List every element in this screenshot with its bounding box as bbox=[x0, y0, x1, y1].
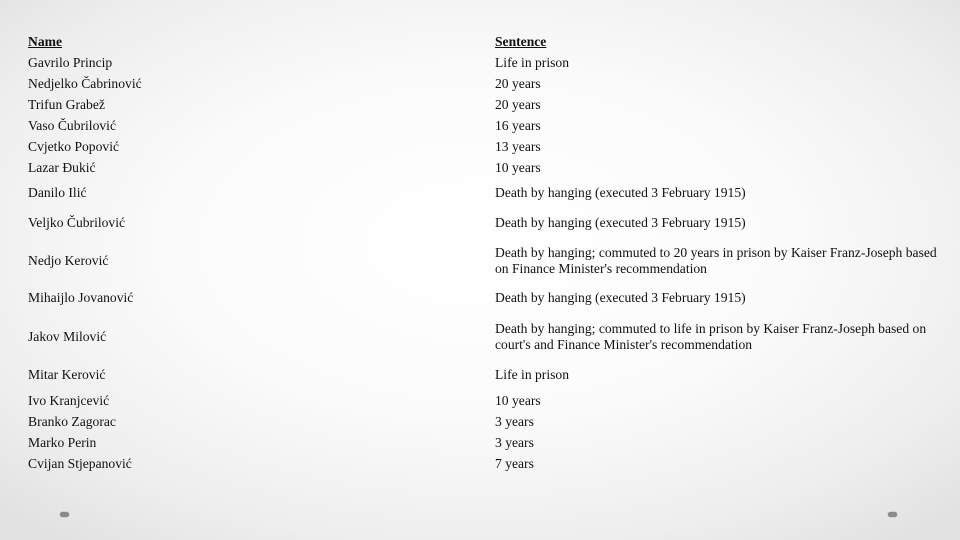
name-cell: Cvijan Stjepanović bbox=[28, 455, 132, 471]
table-row bbox=[28, 313, 953, 360]
sentence-cell: Death by hanging; commuted to 20 years in prison by Kaiser Franz-Joseph based on Finance Minister's recommendation bbox=[495, 244, 937, 276]
name-cell: Danilo Ilić bbox=[28, 185, 87, 200]
sentence-cell: Death by hanging (executed 3 February 1915) bbox=[495, 290, 746, 305]
name-cell: Ivo Kranjcević bbox=[28, 392, 110, 408]
name-cell: Nedjelko Čabrinović bbox=[28, 75, 142, 91]
sentence-cell: Death by hanging; commuted to life in prison by Kaiser Franz-Joseph based on court's and Finance Minister's recommendation bbox=[495, 320, 927, 352]
table-row bbox=[28, 115, 953, 136]
sentence-cell: 7 years bbox=[495, 455, 534, 471]
name-cell: Lazar Đukić bbox=[28, 159, 96, 175]
sentence-cell: Death by hanging (executed 3 February 1915) bbox=[495, 215, 746, 230]
table-row bbox=[28, 178, 953, 208]
sentence-cell: Life in prison bbox=[495, 54, 569, 70]
name-cell: Gavrilo Princip bbox=[28, 54, 113, 70]
sentence-cell: 13 years bbox=[495, 138, 541, 154]
sentence-table bbox=[28, 31, 953, 474]
table-row bbox=[28, 390, 953, 411]
right-decorative-dot bbox=[888, 512, 897, 517]
sentence-cell: 10 years bbox=[495, 159, 541, 175]
table-row bbox=[28, 94, 953, 115]
name-cell: Cvjetko Popović bbox=[28, 138, 120, 154]
sentence-cell: 3 years bbox=[495, 413, 534, 429]
name-cell: Mihaijlo Jovanović bbox=[28, 290, 134, 305]
name-cell: Branko Zagorac bbox=[28, 413, 116, 429]
table-row bbox=[28, 283, 953, 313]
table-row bbox=[28, 238, 953, 283]
table-row bbox=[28, 157, 953, 178]
name-cell: Marko Perin bbox=[28, 434, 97, 450]
sentence-column-header: Sentence bbox=[495, 33, 547, 49]
name-cell: Nedjo Kerović bbox=[28, 252, 109, 268]
name-cell: Trifun Grabež bbox=[28, 96, 105, 112]
table-row bbox=[28, 73, 953, 94]
table-row bbox=[28, 453, 953, 474]
name-cell: Veljko Čubrilović bbox=[28, 215, 126, 230]
left-decorative-dot bbox=[60, 512, 69, 517]
table-row bbox=[28, 432, 953, 453]
table-row bbox=[28, 208, 953, 238]
sentence-cell: 3 years bbox=[495, 434, 534, 450]
table-row bbox=[28, 360, 953, 390]
table-row bbox=[28, 52, 953, 73]
name-cell: Mitar Kerović bbox=[28, 367, 106, 382]
sentence-cell: Death by hanging (executed 3 February 1915) bbox=[495, 185, 746, 200]
sentence-cell: Life in prison bbox=[495, 367, 569, 382]
name-cell: Jakov Milović bbox=[28, 328, 107, 344]
table-row bbox=[28, 411, 953, 432]
sentence-cell: 16 years bbox=[495, 117, 541, 133]
sentence-cell: 20 years bbox=[495, 75, 541, 91]
sentence-cell: 10 years bbox=[495, 392, 541, 408]
name-column-header: Name bbox=[28, 33, 62, 49]
table-header-row bbox=[28, 31, 953, 52]
sentence-cell: 20 years bbox=[495, 96, 541, 112]
table-row bbox=[28, 136, 953, 157]
name-cell: Vaso Čubrilović bbox=[28, 117, 116, 133]
